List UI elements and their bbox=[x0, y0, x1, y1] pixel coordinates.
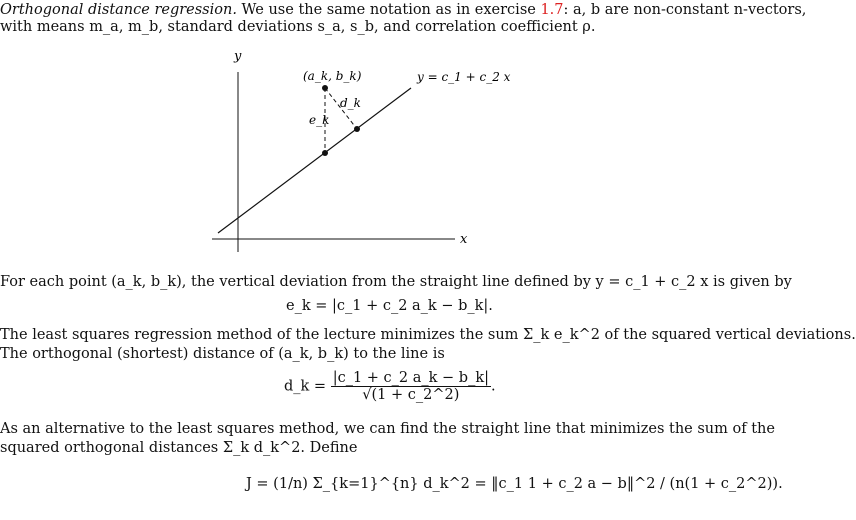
d-label: d_k bbox=[340, 96, 361, 110]
intro-text-b: : a, b are non-constant n-vectors, bbox=[563, 2, 807, 18]
paragraph-alternative-1: As an alternative to the least squares method, we can find the straight line that minimizes the sum of the bbox=[0, 421, 775, 437]
paragraph-orthogonal-distance: The orthogonal (shortest) distance of (a_k, b_k) to the line is bbox=[0, 346, 445, 362]
e-label: e_k bbox=[309, 113, 330, 127]
paragraph-vertical-deviation: For each point (a_k, b_k), the vertical deviation from the straight line defined by y = c_1 + c_2 x is given by bbox=[0, 274, 792, 290]
equation-ek: e_k = |c_1 + c_2 a_k − b_k|. bbox=[286, 298, 493, 314]
equation-dk: d_k = $\frac{|c\_1 + c\_2 a\_k - b\_k|}{√(1 + c\_2\^{}2)}$ . bbox=[284, 370, 496, 403]
y-axis-label: y bbox=[234, 49, 242, 64]
paragraph-alternative-2: squared orthogonal distances Σ_k d_k^2. Define bbox=[0, 440, 358, 456]
line-equation-label: y = c_1 + c_2 x bbox=[417, 70, 511, 84]
data-point bbox=[322, 85, 328, 91]
intro-line-2: with means m_a, m_b, standard deviations s_a, s_b, and correlation coefficient ρ. bbox=[0, 19, 596, 35]
exercise-reference-link[interactable]: 1.7 bbox=[540, 2, 564, 18]
equation-dk-lhs: d_k = bbox=[284, 378, 327, 395]
orthogonal-foot-point bbox=[354, 126, 360, 132]
point-label: (a_k, b_k) bbox=[303, 69, 362, 83]
vertical-foot-point bbox=[322, 150, 328, 156]
equation-dk-numerator: |c_1 + c_2 a_k − b_k| bbox=[332, 370, 489, 386]
paragraph-title: Orthogonal distance regression. bbox=[0, 2, 237, 18]
paragraph-least-squares: The least squares regression method of the lecture minimizes the sum Σ_k e_k^2 of the squared vertical deviations. bbox=[0, 327, 856, 343]
equation-J: J = (1/n) Σ_{k=1}^{n} d_k^2 = ‖c_1 1 + c_2 a − b‖^2 / (n(1 + c_2^2)). bbox=[246, 476, 783, 492]
regression-line bbox=[218, 88, 411, 233]
intro-text-a: We use the same notation as in exercise bbox=[236, 2, 541, 18]
regression-figure bbox=[0, 40, 719, 310]
equation-dk-denominator: √(1 + c_2^2) bbox=[362, 387, 460, 403]
x-axis-label: x bbox=[460, 232, 468, 247]
equation-dk-fraction bbox=[331, 370, 491, 403]
